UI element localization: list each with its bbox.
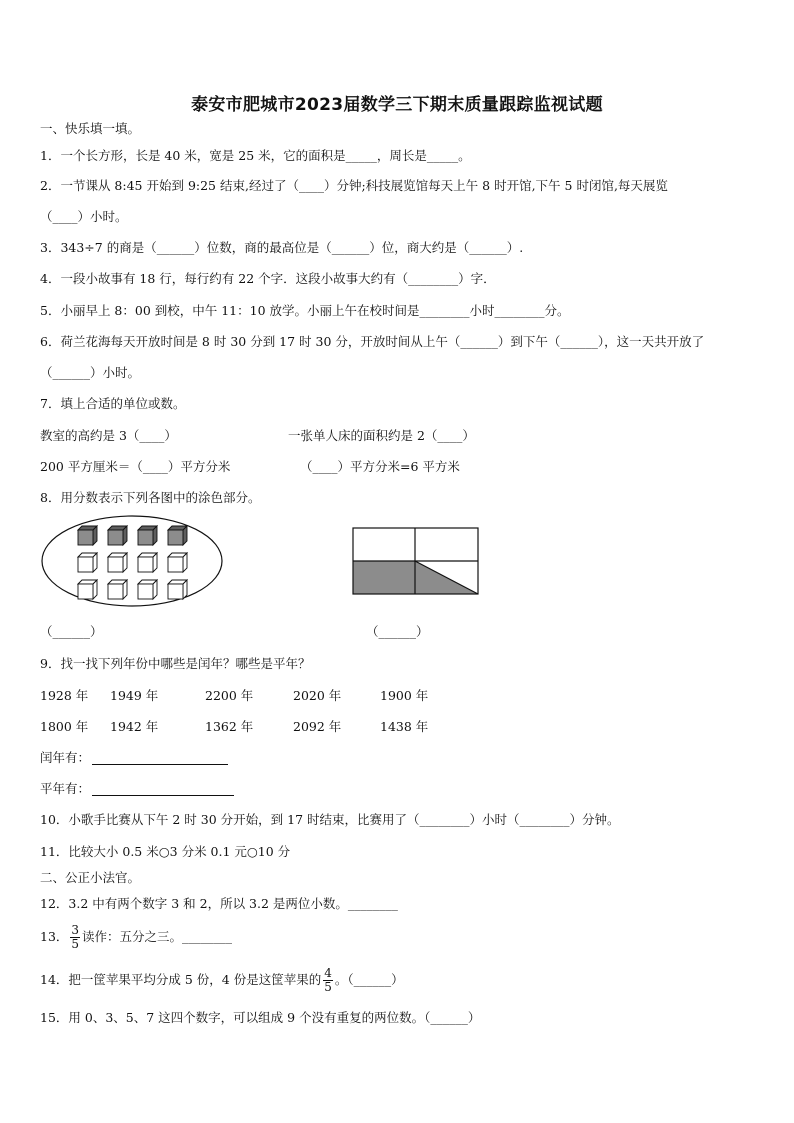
section-heading-1: 一、快乐填一填。	[40, 121, 141, 136]
question-14-answer: 。（______）	[334, 972, 404, 987]
question-7-item-4: （____）平方分米=6 平方米	[300, 459, 460, 474]
question-13-number: 13．	[40, 929, 69, 944]
shaded-cube	[108, 526, 127, 545]
question-5: 5．小丽早上 8：00 到校，中午 11：10 放学。小丽上午在校时间是________小时________分。	[40, 303, 570, 318]
question-6-line-1: 6．荷兰花海每天开放时间是 8 时 30 分到 17 时 30 分，开放时间从上午（______）到下午（______），这一天共开放了	[40, 334, 705, 349]
fraction-numerator: 4	[324, 966, 332, 980]
question-12: 12．3.2 中有两个数字 3 和 2，所以 3.2 是两位小数。________	[40, 896, 398, 911]
cubes-figure	[40, 514, 226, 610]
fraction-denominator: 5	[324, 980, 332, 994]
fraction-three-fifths	[70, 924, 80, 951]
shaded-cube	[168, 526, 187, 545]
year-row1-item: 1949 年	[110, 688, 159, 703]
white-cube	[78, 580, 97, 599]
leap-year-label: 闰年有：	[40, 750, 91, 765]
year-row1-item: 1900 年	[380, 688, 429, 703]
question-7-item-2: 一张单人床的面积约是 2（____）	[288, 428, 475, 443]
fraction-four-fifths	[323, 967, 333, 994]
question-10: 10．小歌手比赛从下午 2 时 30 分开始，到 17 时结束，比赛用了（________）小时（________）分钟。	[40, 812, 620, 827]
question-15: 15．用 0、3、5、7 这四个数字，可以组成 9 个没有重复的两位数。（______）	[40, 1010, 481, 1025]
year-row2-item: 1800 年	[40, 719, 89, 734]
question-1: 1．一个长方形，长是 40 米，宽是 25 米，它的面积是_____，周长是_____。	[40, 148, 471, 163]
white-cube	[108, 553, 127, 572]
page-title: 泰安市肥城市2023届数学三下期末质量跟踪监视试题	[191, 95, 603, 115]
white-cube	[138, 553, 157, 572]
question-14-text: 14．把一筐苹果平均分成 5 份，4 份是这筐苹果的	[40, 972, 322, 987]
rectangle-figure	[352, 527, 482, 597]
question-9: 9．找一找下列年份中哪些是闰年？哪些是平年？	[40, 656, 311, 671]
question-7-item-1: 教室的高约是 3（____）	[40, 428, 177, 443]
question-7: 7．填上合适的单位或数。	[40, 396, 186, 411]
fraction-numerator: 3	[71, 923, 80, 937]
white-cube	[168, 580, 187, 599]
fraction-denominator: 5	[71, 937, 80, 951]
year-row1-item: 2020 年	[293, 688, 342, 703]
question-11: 11．比较大小 0.5 米○3 分米 0.1 元○10 分	[40, 844, 291, 859]
question-6-line-2: （______）小时。	[40, 365, 141, 380]
shaded-cube	[138, 526, 157, 545]
question-8-answer-1: （______）	[40, 624, 103, 639]
year-row2-item: 2092 年	[293, 719, 342, 734]
question-13-text: 读作：五分之三。________	[82, 929, 233, 944]
question-13	[40, 922, 232, 952]
white-cube	[168, 553, 187, 572]
year-row1-item: 1928 年	[40, 688, 89, 703]
year-row2-item: 1362 年	[205, 719, 254, 734]
white-cube	[108, 580, 127, 599]
common-year-label: 平年有：	[40, 781, 91, 796]
year-row2-item: 1438 年	[380, 719, 429, 734]
year-row1-item: 2200 年	[205, 688, 254, 703]
question-3: 3．343÷7 的商是（______）位数，商的最高位是（______）位，商大约是（______）.	[40, 240, 524, 255]
question-4: 4．一段小故事有 18 行，每行约有 22 个字．这段小故事大约有（________）字．	[40, 271, 496, 286]
year-row2-item: 1942 年	[110, 719, 159, 734]
shaded-left-cell	[353, 561, 415, 594]
question-2-line-2: （____）小时。	[40, 209, 128, 224]
oval-outline	[42, 516, 222, 606]
question-8: 8．用分数表示下列各图中的涂色部分。	[40, 490, 261, 505]
white-cube	[78, 553, 97, 572]
leap-year-answer-line	[92, 764, 228, 765]
question-7-item-3: 200 平方厘米＝（____）平方分米	[40, 459, 231, 474]
question-2-line-1: 2．一节课从 8:45 开始到 9:25 结束,经过了（____）分钟;科技展览馆每天上午 8 时开馆,下午 5 时闭馆,每天展览	[40, 178, 668, 193]
section-heading-2: 二、公正小法官。	[40, 870, 141, 885]
question-14	[40, 965, 404, 995]
shaded-cube	[78, 526, 97, 545]
question-8-answer-2: （______）	[366, 624, 429, 639]
common-year-answer-line	[92, 795, 234, 796]
white-cube	[138, 580, 157, 599]
